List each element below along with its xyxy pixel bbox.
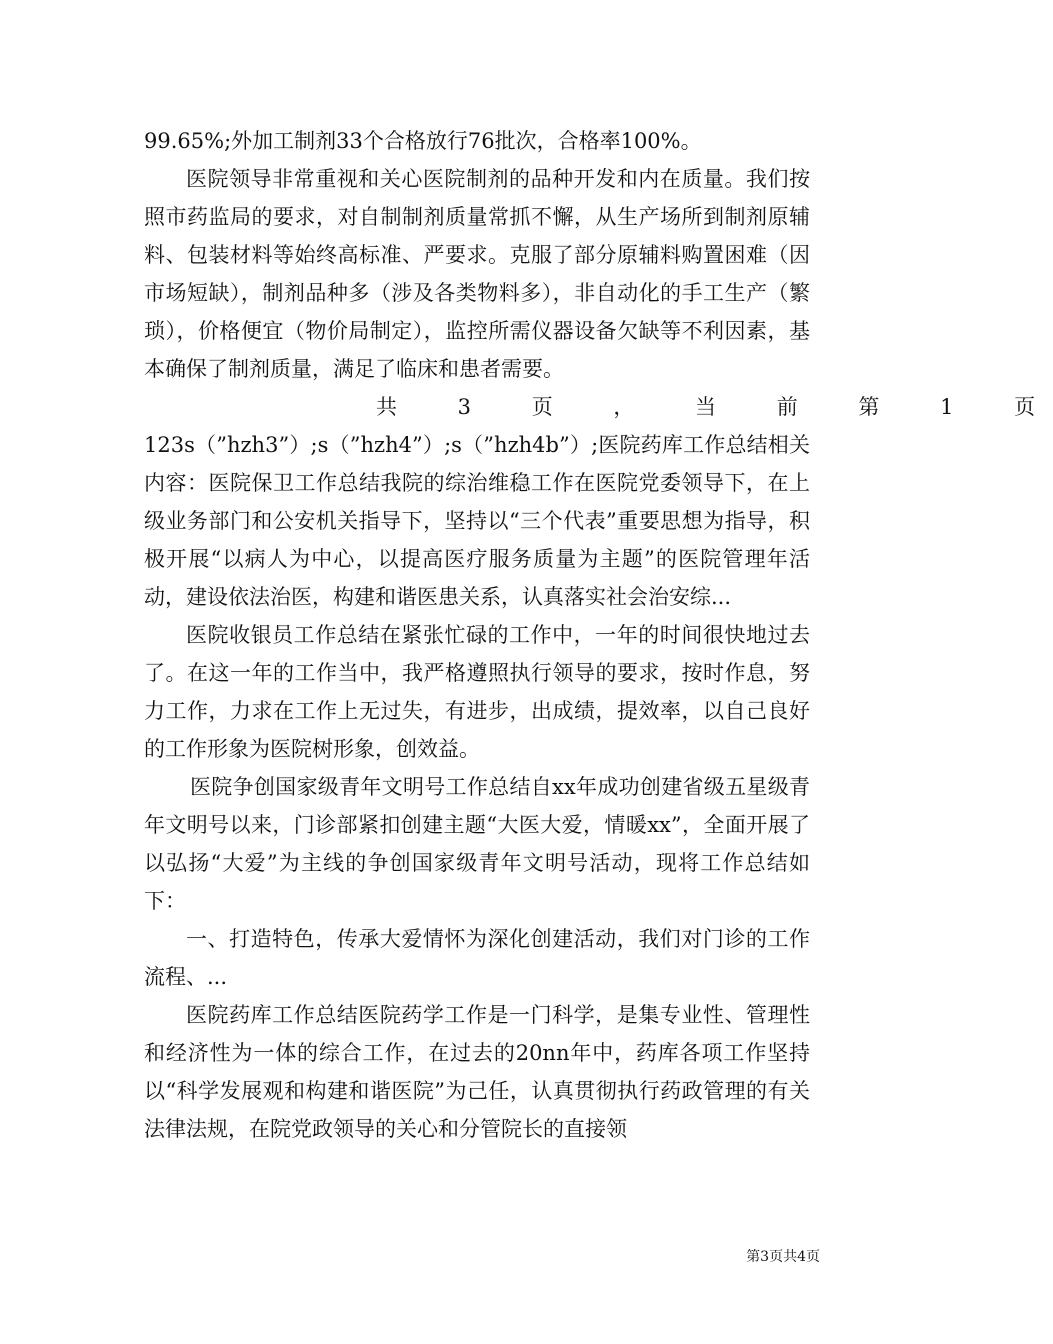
paragraph-2: 医院领导非常重视和关心医院制剂的品种开发和内在质量。我们按照市药监局的要求，对自制制剂质量常抓不懈，从生产场所到制剂原辅料、包装材料等始终高标准、严要求。克服了部分原辅料购置困难（因市场短缺），制剂品种多（涉及各类物料多），非自动化的手工生产（繁琐），价格便宜（物价局制定），监控所需仪器设备欠缺等不利因素，基本确保了制剂质量，满足了临床和患者需要。: [144, 167, 810, 381]
paragraph-3: 123s（”hzh3”）;s（”hzh4”）;s（”hzh4b”）;医院药库工作总结相关内容：医院保卫工作总结我院的综治维稳工作在医院党委领导下，在上级业务部门和公安机关指导下，坚持以“三个代表”重要思想为指导，积极开展“以病人为中心，以提高医疗服务质量为主题”的医院管理年活动，建设依法治医，构建和谐医患关系，认真落实社会治安综...: [144, 433, 810, 609]
document-body: [144, 122, 1053, 1148]
paragraph-1: 99.65%;外加工制剂33个合格放行76批次，合格率100%。: [144, 129, 702, 153]
paragraph-4: 医院收银员工作总结在紧张忙碌的工作中，一年的时间很快地过去了。在这一年的工作当中，我严格遵照执行领导的要求，按时作息，努力工作，力求在工作上无过失，有进步，出成绩，提效率，以自己良好的工作形象为医院树形象，创效益。: [144, 623, 810, 761]
paragraph-7: 医院药库工作总结医院药学工作是一门科学，是集专业性、管理性和经济性为一体的综合工作，在过去的20nn年中，药库各项工作坚持以“科学发展观和构建和谐医院”为己任，认真贯彻执行药政管理的有关法律法规，在院党政领导的关心和分管院长的直接领: [144, 1003, 810, 1141]
footer-page-number: 第3页共4页: [746, 1249, 820, 1265]
inline-page-indicator: 共 3 页 ， 当 前 第 1 页: [376, 395, 1053, 419]
paragraph-5: 医院争创国家级青年文明号工作总结自xx年成功创建省级五星级青年文明号以来，门诊部紧扣创建主题“大医大爱，情暖xx”，全面开展了以弘扬“大爱”为主线的争创国家级青年文明号活动，现将工作总结如下：: [144, 775, 810, 913]
paragraph-6: 一、打造特色，传承大爱情怀为深化创建活动，我们对门诊的工作流程、...: [144, 927, 810, 989]
